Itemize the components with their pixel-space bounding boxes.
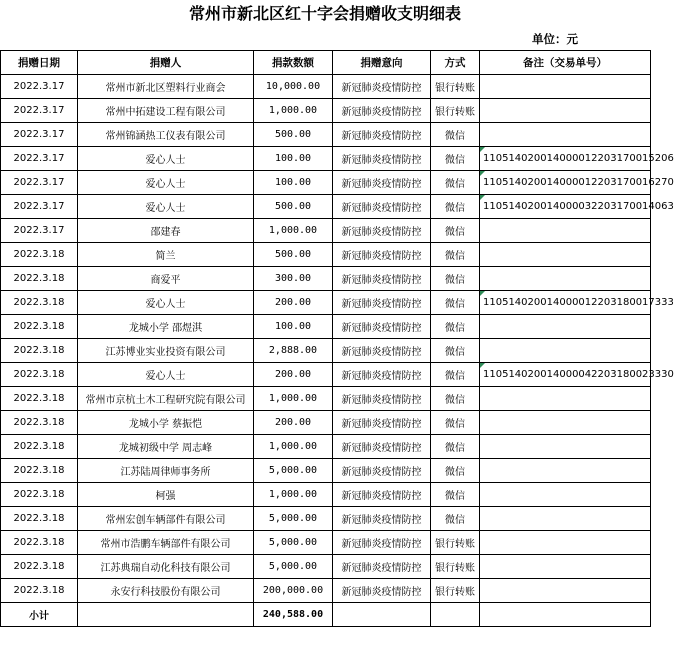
table-row (1, 555, 651, 579)
cell-date: 2022.3.18 (1, 483, 78, 507)
cell-note (480, 507, 651, 531)
table-row (1, 99, 651, 123)
cell-date: 2022.3.18 (1, 435, 78, 459)
cell-purpose: 新冠肺炎疫情防控 (333, 411, 431, 435)
cell-date: 2022.3.18 (1, 555, 78, 579)
cell-method: 微信 (431, 171, 480, 195)
cell-purpose: 新冠肺炎疫情防控 (333, 315, 431, 339)
total-amount: 240,588.00 (254, 603, 333, 627)
table-row (1, 435, 651, 459)
cell-amount: 500.00 (254, 195, 333, 219)
table-row (1, 219, 651, 243)
cell-donor: 常州锦涵热工仪表有限公司 (78, 123, 254, 147)
cell-method: 银行转账 (431, 75, 480, 99)
cell-date: 2022.3.18 (1, 411, 78, 435)
cell-method: 银行转账 (431, 531, 480, 555)
cell-purpose: 新冠肺炎疫情防控 (333, 531, 431, 555)
cell-amount: 200.00 (254, 411, 333, 435)
header-row (1, 51, 651, 75)
cell-date: 2022.3.18 (1, 267, 78, 291)
table-row (1, 195, 651, 219)
cell-method: 微信 (431, 339, 480, 363)
cell-date: 2022.3.18 (1, 291, 78, 315)
cell-donor: 爱心人士 (78, 363, 254, 387)
cell-method: 微信 (431, 291, 480, 315)
cell-purpose: 新冠肺炎疫情防控 (333, 507, 431, 531)
header-date: 捐赠日期 (1, 51, 78, 75)
total-note-blank (480, 603, 651, 627)
cell-method: 微信 (431, 147, 480, 171)
table-row (1, 411, 651, 435)
cell-donor: 永安行科技股份有限公司 (78, 579, 254, 603)
cell-amount: 5,000.00 (254, 555, 333, 579)
table-row (1, 339, 651, 363)
cell-purpose: 新冠肺炎疫情防控 (333, 195, 431, 219)
cell-purpose: 新冠肺炎疫情防控 (333, 291, 431, 315)
cell-amount: 1,000.00 (254, 483, 333, 507)
cell-purpose: 新冠肺炎疫情防控 (333, 363, 431, 387)
cell-amount: 500.00 (254, 243, 333, 267)
cell-donor: 爱心人士 (78, 147, 254, 171)
cell-amount: 1,000.00 (254, 387, 333, 411)
cell-donor: 龙城小学 蔡振恺 (78, 411, 254, 435)
cell-method: 银行转账 (431, 99, 480, 123)
cell-note (480, 123, 651, 147)
cell-purpose: 新冠肺炎疫情防控 (333, 99, 431, 123)
cell-note (480, 483, 651, 507)
cell-method: 微信 (431, 363, 480, 387)
table-row (1, 531, 651, 555)
cell-purpose: 新冠肺炎疫情防控 (333, 219, 431, 243)
cell-donor: 常州中拓建设工程有限公司 (78, 99, 254, 123)
cell-donor: 江苏典瑞自动化科技有限公司 (78, 555, 254, 579)
cell-amount: 200.00 (254, 291, 333, 315)
cell-date: 2022.3.18 (1, 579, 78, 603)
cell-date: 2022.3.18 (1, 507, 78, 531)
cell-method: 微信 (431, 123, 480, 147)
table-row (1, 579, 651, 603)
cell-date: 2022.3.18 (1, 459, 78, 483)
cell-date: 2022.3.18 (1, 387, 78, 411)
cell-date: 2022.3.17 (1, 147, 78, 171)
cell-method: 微信 (431, 507, 480, 531)
cell-purpose: 新冠肺炎疫情防控 (333, 555, 431, 579)
cell-date: 2022.3.17 (1, 75, 78, 99)
cell-donor: 江苏陆周律师事务所 (78, 459, 254, 483)
table-row (1, 147, 651, 171)
table-row (1, 363, 651, 387)
cell-donor: 邵建春 (78, 219, 254, 243)
cell-note (480, 75, 651, 99)
table-row (1, 291, 651, 315)
cell-donor: 龙城小学 邵煜淇 (78, 315, 254, 339)
cell-amount: 10,000.00 (254, 75, 333, 99)
header-note: 备注（交易单号） (480, 51, 651, 75)
table-row (1, 483, 651, 507)
cell-purpose: 新冠肺炎疫情防控 (333, 123, 431, 147)
cell-note (480, 411, 651, 435)
cell-amount: 5,000.00 (254, 459, 333, 483)
cell-purpose: 新冠肺炎疫情防控 (333, 459, 431, 483)
cell-date: 2022.3.17 (1, 171, 78, 195)
table-row (1, 459, 651, 483)
donation-ledger-table (0, 50, 674, 627)
cell-method: 微信 (431, 483, 480, 507)
cell-date: 2022.3.18 (1, 363, 78, 387)
cell-note (480, 579, 651, 603)
total-row (1, 603, 651, 627)
cell-date: 2022.3.17 (1, 99, 78, 123)
total-method-blank (431, 603, 480, 627)
cell-purpose: 新冠肺炎疫情防控 (333, 579, 431, 603)
cell-date: 2022.3.18 (1, 339, 78, 363)
cell-amount: 5,000.00 (254, 531, 333, 555)
cell-method: 微信 (431, 219, 480, 243)
cell-note (480, 387, 651, 411)
report-title: 常州市新北区红十字会捐赠收支明细表 (188, 4, 461, 23)
cell-purpose: 新冠肺炎疫情防控 (333, 243, 431, 267)
cell-note (480, 243, 651, 267)
cell-donor: 爱心人士 (78, 291, 254, 315)
ledger-body (1, 75, 674, 603)
cell-note (480, 267, 651, 291)
cell-amount: 1,000.00 (254, 219, 333, 243)
cell-method: 微信 (431, 435, 480, 459)
cell-donor: 爱心人士 (78, 171, 254, 195)
header-amount: 捐款数额 (254, 51, 333, 75)
table-row (1, 267, 651, 291)
cell-purpose: 新冠肺炎疫情防控 (333, 339, 431, 363)
cell-donor: 爱心人士 (78, 195, 254, 219)
unit-label: 单位：元 (532, 32, 578, 46)
table-row (1, 123, 651, 147)
cell-method: 微信 (431, 195, 480, 219)
cell-method: 微信 (431, 387, 480, 411)
cell-note: 110514020014000012203180017333 (480, 291, 651, 315)
cell-amount: 100.00 (254, 315, 333, 339)
cell-purpose: 新冠肺炎疫情防控 (333, 435, 431, 459)
cell-amount: 200.00 (254, 363, 333, 387)
cell-method: 微信 (431, 459, 480, 483)
cell-date: 2022.3.17 (1, 195, 78, 219)
cell-date: 2022.3.17 (1, 219, 78, 243)
total-donor-blank (78, 603, 254, 627)
cell-amount: 5,000.00 (254, 507, 333, 531)
cell-donor: 常州市浩鹏车辆部件有限公司 (78, 531, 254, 555)
cell-amount: 1,000.00 (254, 99, 333, 123)
table-row (1, 171, 651, 195)
cell-date: 2022.3.18 (1, 315, 78, 339)
cell-note: 110514020014000012203170016270 (480, 171, 651, 195)
cell-note: 110514020014000012203170015206 (480, 147, 651, 171)
cell-note (480, 555, 651, 579)
cell-date: 2022.3.17 (1, 123, 78, 147)
cell-note (480, 435, 651, 459)
cell-purpose: 新冠肺炎疫情防控 (333, 75, 431, 99)
cell-purpose: 新冠肺炎疫情防控 (333, 483, 431, 507)
header-purpose: 捐赠意向 (333, 51, 431, 75)
cell-amount: 2,888.00 (254, 339, 333, 363)
cell-donor: 简兰 (78, 243, 254, 267)
table-row (1, 75, 651, 99)
cell-amount: 1,000.00 (254, 435, 333, 459)
cell-method: 微信 (431, 267, 480, 291)
table-row (1, 387, 651, 411)
cell-donor: 商爱平 (78, 267, 254, 291)
total-label: 小计 (1, 603, 78, 627)
cell-amount: 100.00 (254, 147, 333, 171)
cell-date: 2022.3.18 (1, 531, 78, 555)
cell-note: 110514020014000032203170014063 (480, 195, 651, 219)
cell-note: 110514020014000042203180023330 (480, 363, 651, 387)
cell-donor: 常州宏创车辆部件有限公司 (78, 507, 254, 531)
cell-donor: 柯强 (78, 483, 254, 507)
cell-purpose: 新冠肺炎疫情防控 (333, 171, 431, 195)
cell-method: 微信 (431, 315, 480, 339)
cell-amount: 200,000.00 (254, 579, 333, 603)
cell-note (480, 531, 651, 555)
cell-purpose: 新冠肺炎疫情防控 (333, 147, 431, 171)
cell-amount: 100.00 (254, 171, 333, 195)
cell-donor: 常州市京杭土木工程研究院有限公司 (78, 387, 254, 411)
cell-donor: 江苏博业实业投资有限公司 (78, 339, 254, 363)
cell-amount: 300.00 (254, 267, 333, 291)
cell-date: 2022.3.18 (1, 243, 78, 267)
cell-method: 银行转账 (431, 579, 480, 603)
cell-donor: 龙城初级中学 周志峰 (78, 435, 254, 459)
cell-note (480, 315, 651, 339)
cell-method: 微信 (431, 411, 480, 435)
cell-method: 微信 (431, 243, 480, 267)
total-purpose-blank (333, 603, 431, 627)
cell-note (480, 219, 651, 243)
cell-purpose: 新冠肺炎疫情防控 (333, 267, 431, 291)
header-method: 方式 (431, 51, 480, 75)
cell-note (480, 99, 651, 123)
table-row (1, 315, 651, 339)
cell-note (480, 339, 651, 363)
cell-method: 银行转账 (431, 555, 480, 579)
cell-note (480, 459, 651, 483)
cell-amount: 500.00 (254, 123, 333, 147)
table-row (1, 507, 651, 531)
table-row (1, 243, 651, 267)
cell-purpose: 新冠肺炎疫情防控 (333, 387, 431, 411)
cell-donor: 常州市新北区塑料行业商会 (78, 75, 254, 99)
header-donor: 捐赠人 (78, 51, 254, 75)
